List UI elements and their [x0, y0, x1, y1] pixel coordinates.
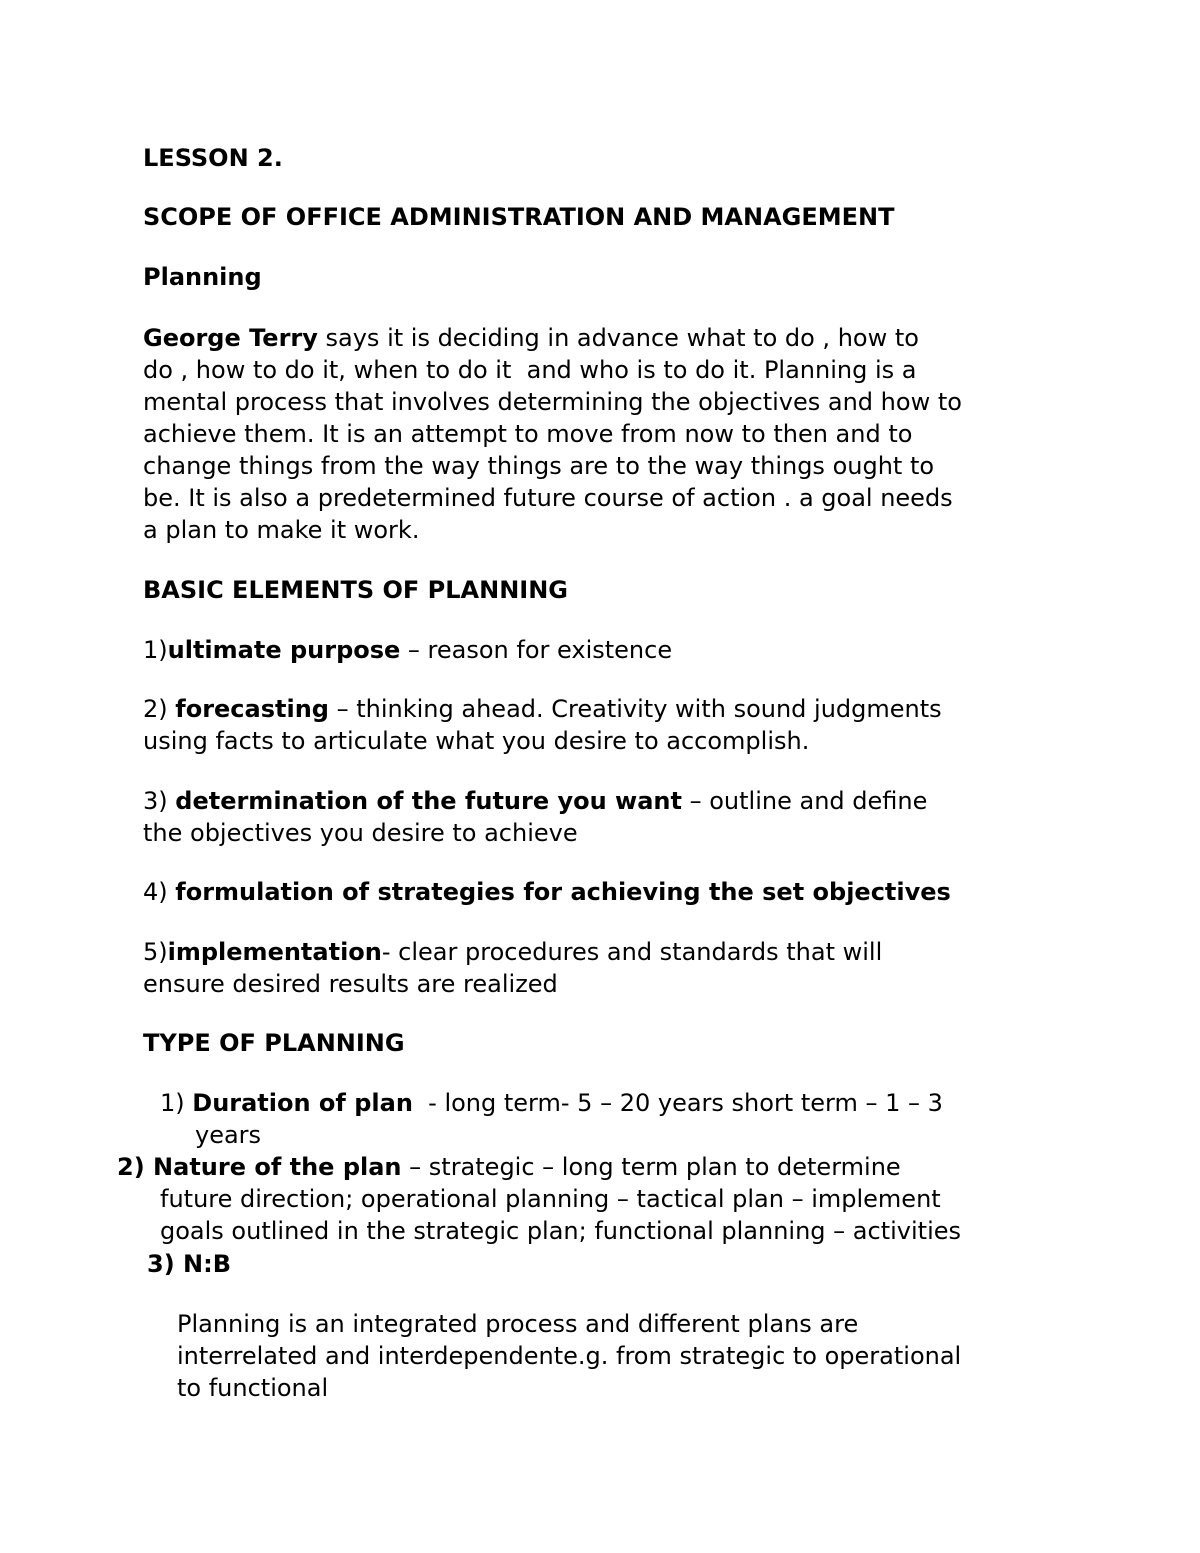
document-page: LESSON 2. SCOPE OF OFFICE ADMINISTRATION AND MANAGEMENT Planning George Terry says it is deciding in advance what to do , how to do , how to do it, when to do it and who is to do it. Planning is a mental process that involves determining the objectives and how to achieve them. It is an attempt to move from now to then and to change things from the way things are to the way things ought to be. It is also a predetermined future course of action . a goal needs a plan to make it work. BASIC ELEMENTS OF PLANNING 1)ultimate purpose – reason for existence 2) forecasting – thinking ahead. Creativity with sound judgments using facts to articulate what you desire to accomplish. 3) determination of the future you want – outline and define the objectives you desire to achieve 4) formulation of strategies for achieving the set objectives 5)implementation- clear procedures and standards that will ensure desired results are realized TYPE OF PLANNING 1) Duration of plan - long term- 5 – 20 years short term – 1 – 3 years 2) Nature of the plan – strategic – long term plan to determine future direction; operational planning – tactical plan – implement goals outlined in the strategic plan; functional planning – activities 3) N:B Planning is an integrated process and different plans are interrelated and interdependente.g. from strategic to operational to functional — [0, 0, 1200, 1553]
author-name: George Terry — [143, 324, 318, 352]
elements-heading: BASIC ELEMENTS OF PLANNING — [143, 576, 569, 604]
types-heading: TYPE OF PLANNING — [143, 1029, 405, 1057]
planning-heading: Planning — [143, 263, 262, 291]
main-heading: SCOPE OF OFFICE ADMINISTRATION AND MANAGEMENT — [143, 203, 895, 231]
lesson-title: LESSON 2. — [143, 144, 283, 172]
